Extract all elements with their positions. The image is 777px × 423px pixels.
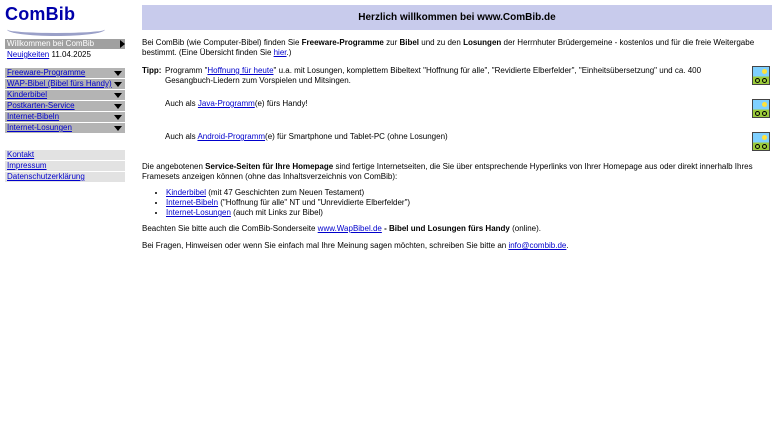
logo-swoosh	[7, 23, 105, 36]
overview-link[interactable]: hier	[273, 48, 287, 57]
contact-paragraph: Bei Fragen, Hinweisen oder wenn Sie einfach mal Ihre Meinung sagen möchten, schreiben Sie bitte an info@combib.de.	[142, 241, 569, 250]
sidebar	[5, 39, 125, 183]
news-link[interactable]: Neuigkeiten	[7, 50, 50, 59]
page-title-text: Herzlich willkommen bei www.ComBib.de	[358, 12, 556, 23]
tip-text: Programm "Hoffnung für heute" u.a. mit Losungen, komplettem Bibeltext "Hoffnung für alle", "Revidierte Elberfelder", "Einheitsübersetzung" und ca. 400 Gesangbuch-Liedern zum Vorspielen und Mitsingen.	[165, 66, 702, 85]
wap-paragraph: Beachten Sie bitte auch die ComBib-Sonderseite www.WapBibel.de - Bibel und Losungen fürs Handy (online).	[142, 224, 541, 233]
combib-logo	[5, 4, 105, 32]
sidebar-link-kinderbibel[interactable]: Kinderbibel	[7, 90, 48, 99]
service-link-internet-losungen[interactable]: Internet-Losungen	[166, 208, 231, 217]
list-item: • Kinderbibel (mit 47 Geschichten zum Neuen Testament)	[166, 188, 766, 198]
list-item: • Internet-Bibeln ("Hoffnung für alle" NT und "Unrevidierte Elberfelder")	[166, 198, 766, 208]
sidebar-item-kontakt[interactable]	[5, 150, 125, 160]
sidebar-item-datenschutz[interactable]	[5, 172, 125, 182]
wapbibel-link[interactable]: www.WapBibel.de	[317, 224, 382, 233]
service-paragraph: Die angebotenen Service-Seiten für Ihre Homepage sind fertige Internetseiten, die Sie über entsprechende Hyperlinks von Ihrer Homepage aus oder direkt innerhalb Ihres Framesets anzeigen können (ohne das Inhaltsverzeichnis von ComBib):	[142, 162, 753, 181]
arrow-right-icon	[120, 40, 125, 48]
sidebar-item-wap-bibel[interactable]	[5, 79, 125, 89]
chevron-down-icon[interactable]	[114, 93, 122, 98]
tip-row	[142, 66, 772, 88]
sidebar-item-news	[5, 50, 125, 60]
sidebar-item-postkarten[interactable]	[5, 101, 125, 111]
sun-bicycle-icon[interactable]	[752, 132, 770, 151]
logo-text: ComBib	[5, 4, 76, 24]
java-text: Auch als Java-Programm(e) fürs Handy!	[165, 99, 308, 108]
service-link-internet-bibeln[interactable]: Internet-Bibeln	[166, 198, 219, 207]
sidebar-item-kinderbibel[interactable]	[5, 90, 125, 100]
android-row	[142, 132, 772, 154]
intro-paragraph: Bei ComBib (wie Computer-Bibel) finden Sie Freeware-Programme zur Bibel und zu den Losungen der Herrnhuter Brüdergemeine - kostenlos und für die freie Weitergabe bestimmt. (Eine Übersicht finden Sie hier.)	[142, 38, 755, 57]
sidebar-link-postkarten[interactable]: Postkarten-Service	[7, 101, 75, 110]
sidebar-link-wap-bibel[interactable]: WAP-Bibel (Bibel fürs Handy)	[7, 79, 112, 88]
chevron-down-icon[interactable]	[114, 71, 122, 76]
sidebar-item-welcome[interactable]	[5, 39, 125, 49]
java-program-link[interactable]: Java-Programm	[197, 99, 255, 108]
sidebar-item-internet-bibeln[interactable]	[5, 112, 125, 122]
sidebar-link-kontakt[interactable]: Kontakt	[7, 150, 35, 159]
hoffnung-fuer-heute-link[interactable]: Hoffnung für heute	[207, 66, 274, 75]
sun-bicycle-icon[interactable]	[752, 99, 770, 118]
sidebar-welcome-label: Willkommen bei ComBib	[7, 39, 95, 48]
sun-bicycle-icon[interactable]	[752, 66, 770, 85]
sidebar-link-impressum[interactable]: Impressum	[7, 161, 47, 170]
android-text: Auch als Android-Programm(e) für Smartphone und Tablet-PC (ohne Losungen)	[165, 132, 448, 141]
list-item: • Internet-Losungen (auch mit Links zur Bibel)	[166, 208, 766, 218]
news-date: 11.04.2025	[51, 50, 91, 59]
service-link-kinderbibel[interactable]: Kinderbibel	[166, 188, 207, 197]
java-row	[142, 99, 772, 121]
sidebar-link-datenschutz[interactable]: Datenschutzerklärung	[7, 172, 85, 181]
email-link[interactable]: info@combib.de	[508, 241, 567, 250]
sidebar-link-internet-losungen[interactable]: Internet-Losungen	[7, 123, 72, 132]
chevron-down-icon[interactable]	[114, 126, 122, 131]
sidebar-item-freeware[interactable]	[5, 68, 125, 78]
android-program-link[interactable]: Android-Programm	[197, 132, 266, 141]
page-title	[142, 5, 772, 30]
chevron-down-icon[interactable]	[114, 115, 122, 120]
chevron-down-icon[interactable]	[114, 82, 122, 87]
sidebar-link-freeware[interactable]: Freeware-Programme	[7, 68, 86, 77]
sidebar-link-internet-bibeln[interactable]: Internet-Bibeln	[7, 112, 60, 121]
sidebar-item-internet-losungen[interactable]	[5, 123, 125, 133]
sidebar-item-impressum[interactable]	[5, 161, 125, 171]
chevron-down-icon[interactable]	[114, 104, 122, 109]
services-list	[154, 188, 766, 218]
tip-label: Tipp:	[142, 66, 162, 75]
